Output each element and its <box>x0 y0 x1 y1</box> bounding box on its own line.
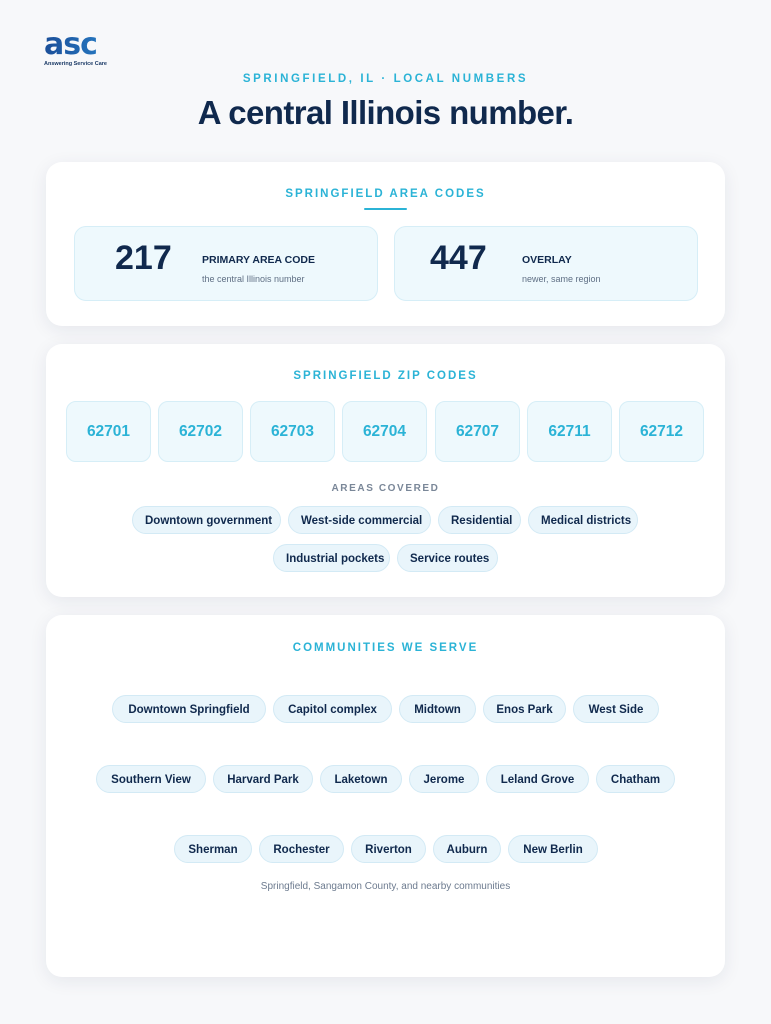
community-tag: Enos Park <box>483 695 566 723</box>
community-tag: Southern View <box>96 765 206 793</box>
area-code-number: 447 <box>430 239 487 277</box>
title-underline <box>364 208 407 210</box>
community-tag: Laketown <box>320 765 402 793</box>
communities-card <box>46 615 725 977</box>
area-code-label: OVERLAY <box>522 254 572 266</box>
community-tag: Jerome <box>409 765 479 793</box>
page-title: A central Illinois number. <box>197 94 574 131</box>
area-tag: Downtown government <box>132 506 281 534</box>
community-tag: Midtown <box>399 695 476 723</box>
area-tag: West-side commercial <box>288 506 431 534</box>
zip-code-tile: 62701 <box>66 401 151 462</box>
area-code-description: the central Illinois number <box>202 274 305 284</box>
area-tag: Residential <box>438 506 521 534</box>
zip-code-tile: 62707 <box>435 401 520 462</box>
community-tag: Chatham <box>596 765 675 793</box>
community-tag: Sherman <box>174 835 252 863</box>
zip-code-tile: 62702 <box>158 401 243 462</box>
zip-code-tile: 62703 <box>250 401 335 462</box>
area-codes-card <box>46 162 725 326</box>
area-tag: Industrial pockets <box>273 544 390 572</box>
brand-logo[interactable] <box>44 27 124 70</box>
area-code-description: newer, same region <box>522 274 601 284</box>
community-tag: Rochester <box>259 835 344 863</box>
zip-code-tile: 62704 <box>342 401 427 462</box>
area-tag: Medical districts <box>528 506 638 534</box>
areas-covered-title: AREAS COVERED <box>331 483 440 494</box>
community-tag: Downtown Springfield <box>112 695 266 723</box>
communities-title: COMMUNITIES WE SERVE <box>292 642 479 654</box>
area-codes-title: SPRINGFIELD AREA CODES <box>285 188 486 200</box>
zip-code-tile: 62712 <box>619 401 704 462</box>
community-tag: Leland Grove <box>486 765 589 793</box>
community-tag: Auburn <box>433 835 501 863</box>
area-code-box-primary <box>74 226 378 301</box>
area-code-box-overlay <box>394 226 698 301</box>
community-tag: Capitol complex <box>273 695 392 723</box>
community-tag: West Side <box>573 695 659 723</box>
area-tag: Service routes <box>397 544 498 572</box>
logo-wordmark: asc <box>44 30 124 60</box>
community-tag: Harvard Park <box>213 765 313 793</box>
logo-tagline: Answering Service Care <box>44 61 107 67</box>
zip-codes-card <box>46 344 725 597</box>
page-eyebrow: SPRINGFIELD, IL · LOCAL NUMBERS <box>242 73 529 85</box>
community-tag: New Berlin <box>508 835 598 863</box>
zip-code-tile: 62711 <box>527 401 612 462</box>
area-code-label: PRIMARY AREA CODE <box>202 254 315 266</box>
area-code-number: 217 <box>115 239 172 277</box>
community-tag: Riverton <box>351 835 426 863</box>
communities-footnote: Springfield, Sangamon County, and nearby communities <box>260 881 511 892</box>
zip-codes-title: SPRINGFIELD ZIP CODES <box>293 370 478 382</box>
